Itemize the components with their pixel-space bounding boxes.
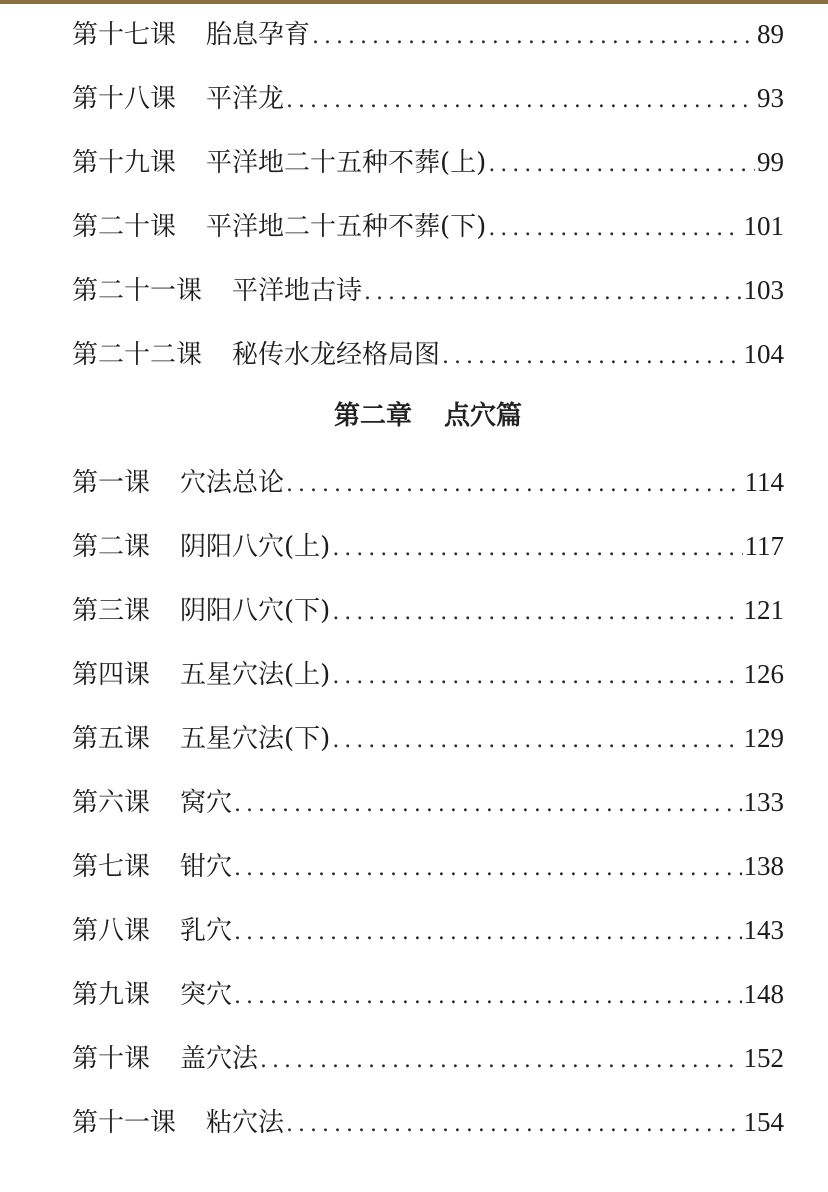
- page-number: 101: [743, 211, 784, 241]
- toc-entry: [72, 1036, 784, 1100]
- lesson-title: 穴法总论: [180, 468, 285, 498]
- dot-leader: [332, 591, 741, 635]
- dot-leader: [332, 719, 741, 763]
- lesson-title: 胎息孕育: [206, 20, 311, 50]
- chapter-heading: [72, 396, 784, 460]
- page-number: 126: [743, 659, 784, 689]
- page-number: 152: [743, 1043, 784, 1073]
- toc-entry: [72, 908, 784, 972]
- lesson-title: 五星穴法(下): [180, 724, 331, 754]
- page-number: 103: [743, 275, 784, 305]
- lesson-title: 乳穴: [180, 916, 233, 946]
- toc-entry: [72, 140, 784, 204]
- lesson-number: 第三课: [72, 596, 151, 626]
- page-number: 104: [743, 339, 784, 369]
- page-number: 114: [744, 467, 784, 497]
- dot-leader: [332, 655, 741, 699]
- table-of-contents: [72, 12, 784, 1164]
- page-number: 143: [743, 915, 784, 945]
- page-number: 89: [757, 19, 784, 49]
- lesson-number: 第二十二课: [72, 340, 203, 370]
- toc-entry: [72, 204, 784, 268]
- dot-leader: [488, 207, 741, 251]
- lesson-number: 第二课: [72, 532, 151, 562]
- lesson-number: 第七课: [72, 852, 151, 882]
- lesson-title: 平洋地二十五种不葬(上): [206, 148, 487, 178]
- lesson-number: 第十一课: [72, 1108, 177, 1138]
- page-number: 93: [757, 83, 784, 113]
- page-number: 117: [744, 531, 784, 561]
- page-number: 99: [757, 147, 784, 177]
- dot-leader: [286, 463, 742, 507]
- lesson-number: 第十七课: [72, 20, 177, 50]
- toc-entry: [72, 76, 784, 140]
- dot-leader: [234, 847, 741, 891]
- lesson-title: 粘穴法: [206, 1108, 285, 1138]
- dot-leader: [442, 335, 741, 379]
- lesson-number: 第八课: [72, 916, 151, 946]
- toc-entry: [72, 268, 784, 332]
- toc-entry: [72, 524, 784, 588]
- toc-entry: [72, 332, 784, 396]
- lesson-title: 五星穴法(上): [180, 660, 331, 690]
- dot-leader: [234, 911, 741, 955]
- lesson-number: 第一课: [72, 468, 151, 498]
- dot-leader: [312, 15, 755, 59]
- toc-entry: [72, 780, 784, 844]
- toc-entry: [72, 12, 784, 76]
- dot-leader: [234, 783, 741, 827]
- lesson-number: 第九课: [72, 980, 151, 1010]
- lesson-title: 阴阳八穴(下): [180, 596, 331, 626]
- lesson-number: 第二十一课: [72, 276, 203, 306]
- toc-entry: [72, 716, 784, 780]
- dot-leader: [364, 271, 741, 315]
- dot-leader: [488, 143, 755, 187]
- dot-leader: [260, 1039, 741, 1083]
- toc-entry: [72, 652, 784, 716]
- toc-entry: [72, 460, 784, 524]
- lesson-title: 盖穴法: [180, 1044, 259, 1074]
- toc-entry: [72, 972, 784, 1036]
- lesson-title: 平洋龙: [206, 84, 285, 114]
- page-number: 148: [743, 979, 784, 1009]
- lesson-number: 第二十课: [72, 212, 177, 242]
- page-number: 138: [743, 851, 784, 881]
- lesson-title: 窝穴: [180, 788, 233, 818]
- lesson-title: 突穴: [180, 980, 233, 1010]
- dot-leader: [234, 975, 741, 1019]
- lesson-number: 第六课: [72, 788, 151, 818]
- lesson-title: 秘传水龙经格局图: [232, 340, 441, 370]
- lesson-title: 平洋地古诗: [232, 276, 363, 306]
- lesson-title: 平洋地二十五种不葬(下): [206, 212, 487, 242]
- lesson-title: 阴阳八穴(上): [180, 532, 331, 562]
- top-border-rule: [0, 0, 828, 4]
- toc-entry: [72, 844, 784, 908]
- dot-leader: [286, 1103, 741, 1147]
- lesson-title: 钳穴: [180, 852, 233, 882]
- dot-leader: [286, 79, 755, 123]
- page-number: 133: [743, 787, 784, 817]
- lesson-number: 第四课: [72, 660, 151, 690]
- lesson-number: 第十课: [72, 1044, 151, 1074]
- page-number: 129: [743, 723, 784, 753]
- toc-entry: [72, 1100, 784, 1164]
- toc-entry: [72, 588, 784, 652]
- page-number: 121: [743, 595, 784, 625]
- lesson-number: 第十八课: [72, 84, 177, 114]
- dot-leader: [332, 527, 742, 571]
- chapter-number: 第二章: [333, 401, 412, 431]
- chapter-name: 点穴篇: [444, 401, 523, 431]
- lesson-number: 第五课: [72, 724, 151, 754]
- lesson-number: 第十九课: [72, 148, 177, 178]
- page-number: 154: [743, 1107, 784, 1137]
